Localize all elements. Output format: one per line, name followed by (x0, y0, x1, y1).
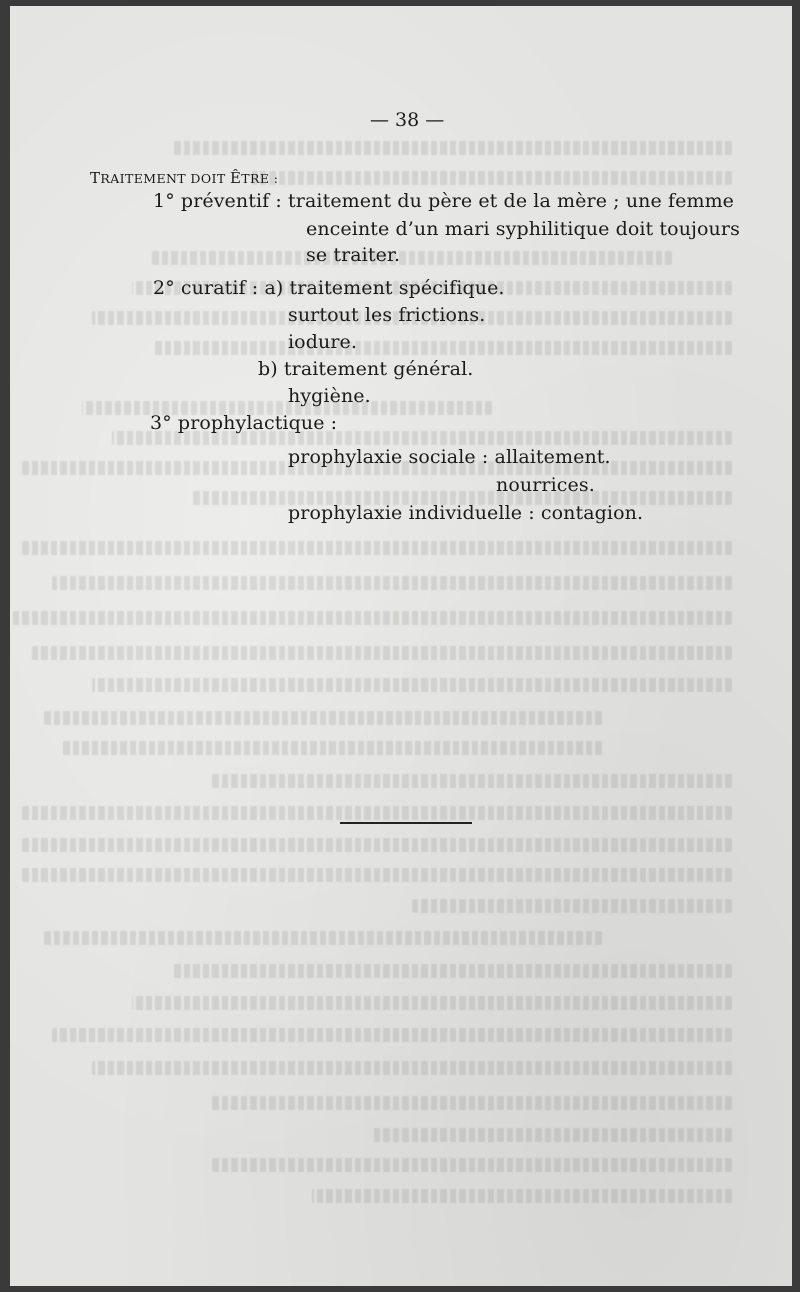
heading-initial-1: T (90, 169, 101, 187)
text-line-prophylaxie-individuelle: prophylaxie individuelle : contagion. (288, 502, 644, 524)
page-number: — 38 — (370, 109, 445, 131)
heading-initial-2: Ê (229, 169, 242, 187)
text-line-hygiene: hygiène. (288, 385, 371, 407)
text-line-enceinte: enceinte d’un mari syphilitique doit toujours (306, 218, 740, 240)
text-line-curatif: 2° curatif : a) traitement spécifique. (153, 277, 505, 299)
text-line-preventif: 1° préventif : traitement du père et de la mère ; une femme (153, 190, 735, 212)
text-line-iodure: iodure. (288, 331, 357, 353)
text-line-se-traiter: se traiter. (306, 244, 401, 266)
heading-small-caps-1: RAITEMENT DOIT (100, 171, 230, 186)
text-line-traitement-general: b) traitement général. (258, 358, 474, 380)
heading-small-caps-2: TRE : (241, 171, 279, 186)
text-line-nourrices: nourrices. (496, 474, 595, 496)
horizontal-rule (340, 822, 472, 824)
document-page (10, 6, 792, 1286)
section-heading (90, 166, 278, 191)
text-line-prophylactique: 3° prophylactique : (150, 412, 338, 434)
text-line-prophylaxie-sociale: prophylaxie sociale : allaitement. (288, 446, 611, 468)
text-line-frictions: surtout les frictions. (288, 304, 486, 326)
